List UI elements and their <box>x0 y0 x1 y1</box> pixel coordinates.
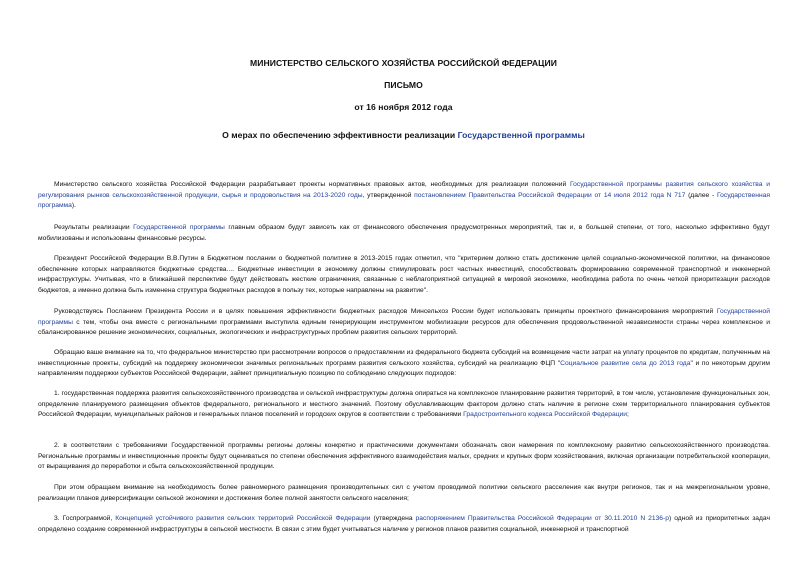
document-type: ПИСЬМО <box>384 80 423 90</box>
document-date: от 16 ноября 2012 года <box>354 102 453 112</box>
p6-text-a: 1. государственная поддержка развития сельскохозяйственного производства и сельской инфраструктуры должна опираться на комплексное планирование развития территорий, в том числе, установление функциональных зон, определение планируемого размещения объектов федерального, регионального и местного значений. Поэтому обуславливающим фактором должно стать наличие в регионе схем территориального планирования субъектов Российской Федерации, муниципальных районов и генеральных планов поселений и городских округов в соответствии с требованиями <box>38 390 770 419</box>
p1-program-link[interactable]: Государственной программы развития сельского хозяйства и регулирования рынков сельскохозяйственной продукции, сырья и продовольствия на 2013-2020 годы <box>38 181 770 199</box>
p1-text-d: ). <box>71 202 76 210</box>
p5-text-a: Обращаю ваше внимание на то, что федеральное министерство при рассмотрении вопросов о предоставлении из федерального бюджета субсидий на возмещение части затрат на уплату процентов по кредитам, полученным на инвестиционные проекты, субсидий на поддержку экономически значимых региональных программ развития сельского хозяйства, субсидий на реализацию ФЦП " <box>38 349 770 367</box>
p1-resolution-link[interactable]: постановлением Правительства Российской Федерации от 14 июля 2012 года N 717 <box>414 191 686 199</box>
p4-program-link[interactable]: Государственной программы <box>38 308 770 326</box>
paragraph-3 <box>38 254 770 296</box>
paragraph-8 <box>38 483 770 504</box>
p4-text-a: Руководствуясь Посланием Президента России и в целях повышения эффективности бюджетных расходов Минсельхоз России будет использовать принципы проектного финансирования мероприятий <box>54 308 717 315</box>
paragraph-2 <box>38 223 770 244</box>
p9-text-a: 3. Госпрограммой, <box>54 515 116 522</box>
p2-text-b: главным образом будут зависеть как от финансового обеспечения предусмотренных мероприятий, так и, в большей степени, от того, насколько эффективно будут мобилизованы и использованы финансовые ресурсы. <box>38 224 770 242</box>
p1-text-b: , утвержденной <box>362 191 415 199</box>
p7-text: 2. в соответствии с требованиями Государственной программы регионы должны конкретно и практическими документами обозначать свои намерения по комплексному развитию сельскохозяйственного производства. Региональные программы и инвестиционные проекты будут оцениваться по степени обеспечения эффективного взаимодействия малых, средних и крупных форм хозяйствования, включая организации потребительской кооперации, от выращивания до переработки и сбыта сельскохозяйственной продукции. <box>38 442 770 471</box>
p9-concept-link[interactable]: Концепцией устойчивого развития сельских территорий Российской Федерации <box>115 515 371 522</box>
p5-fcp-link[interactable]: Социальное развитие села до 2013 года <box>560 359 691 367</box>
p6-code-link[interactable]: Градостроительного кодекса Российской Федерации <box>463 411 628 419</box>
paragraph-4 <box>38 307 770 339</box>
paragraph-5 <box>38 348 770 380</box>
p5-text-b: " и по некоторым другим направлениям поддержки субъектов Российской Федерации, займет принципиальную позицию по соблюдению следующих подходов: <box>38 359 770 378</box>
p8-text: При этом обращаем внимание на необходимость более равномерного размещения производительных сил с учетом проводимой политики сельского расселения как внутри регионов, так и на межрегиональном уровне, реализации планов диверсификации сельской экономики и достижения более полной занятости сельского населения; <box>38 484 770 502</box>
p1-text-a: Министерство сельского хозяйства Российской Федерации разрабатывает проекты нормативных правовых актов, необходимых для реализации положений <box>54 181 570 188</box>
p2-program-link[interactable]: Государственной программы <box>133 224 225 231</box>
p4-text-b: с тем, чтобы она вместе с региональными программами выступила единым генерирующим инструментом мобилизации ресурсов для обеспечения продовольственной независимости страны через комплексное и сбалансированное решение экономических, социальных, экологических и инфраструктурных проблем развития сельских территорий. <box>38 318 770 337</box>
p1-text-c: (далее - <box>685 191 717 199</box>
paragraph-1 <box>38 180 770 212</box>
p6-text-b: ; <box>627 411 629 419</box>
subject-text: О мерах по обеспечению эффективности реализации <box>222 130 458 140</box>
subject-program-link[interactable]: Государственной программы <box>457 130 585 140</box>
paragraph-6 <box>38 389 770 421</box>
p9-text-b: (утверждена <box>370 515 416 522</box>
p9-text-c: ) одной из приоритетных задач определено создание современной инфраструктуры в сельской местности. В связи с этим будет учитываться наличие у регионов планов развития социальной, инженерной и транспортной <box>38 515 770 533</box>
p2-text-a: Результаты реализации <box>54 224 134 231</box>
p9-order-link[interactable]: распоряжением Правительства Российской Федерации от 30.11.2010 N 2136-р <box>415 515 669 522</box>
paragraph-9 <box>38 514 770 535</box>
p1-gosprogram-link[interactable]: Государственная программа <box>38 191 770 210</box>
p3-text: Президент Российской Федерации В.В.Путин в Бюджетном послании о бюджетной политике в 2013-2015 годах отметил, что "критерием должно стать достижение целей социально-экономической политики, на финансовое обеспечение которых направляются бюджетные средства.... Бюджетные инвестиции в экономику должны стимулировать рост частных инвестиций, способствовать формированию современной транспортной и инженерной инфраструктуры. Учитывая, что в ближайшей перспективе будут действовать жесткие ограничения, связанные с неблагоприятной ситуацией в мировой экономике, необходима работа по очень четкой приоритезации расходов бюджетов, а именно должна быть изменена структура бюджетных расходов в пользу тех, которые направлены на развитие". <box>38 255 770 294</box>
paragraph-7 <box>38 441 770 473</box>
ministry-title: МИНИСТЕРСТВО СЕЛЬСКОГО ХОЗЯЙСТВА РОССИЙСКОЙ ФЕДЕРАЦИИ <box>250 58 557 68</box>
document-subject <box>0 130 807 140</box>
